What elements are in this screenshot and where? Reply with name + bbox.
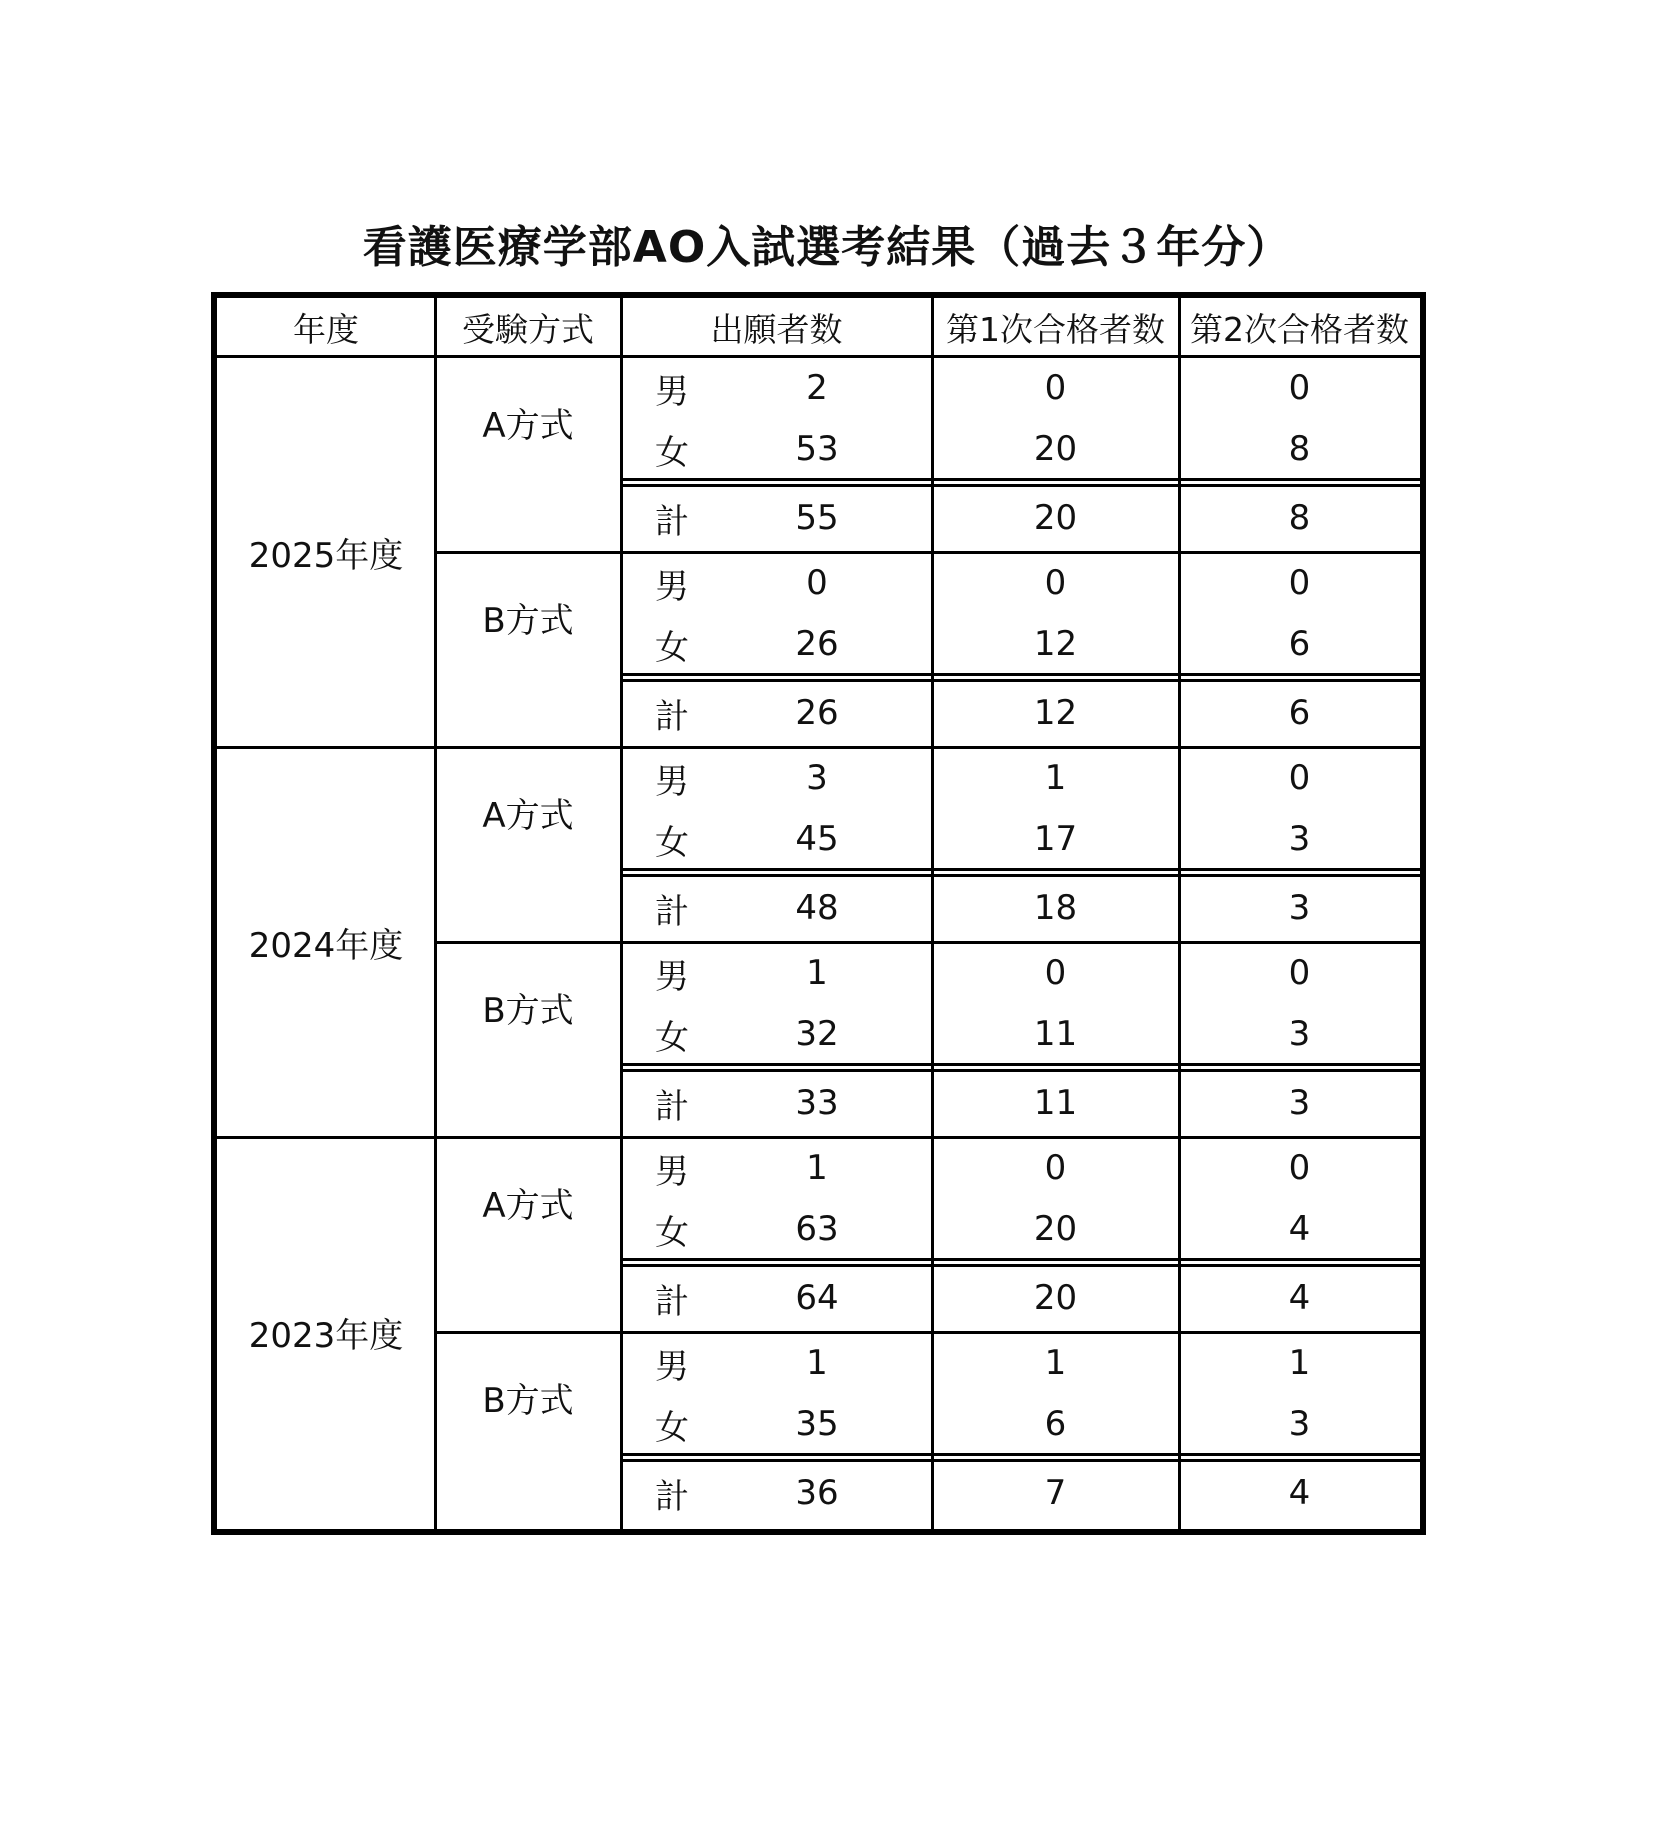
cell-second-pass: 3 [1288, 1083, 1311, 1123]
row-sex-label: 男 [655, 1151, 689, 1192]
cell-first-pass: 0 [1044, 368, 1067, 408]
year-label: 2024年度 [248, 925, 404, 966]
cell-applicants: 55 [795, 498, 839, 538]
cell-applicants: 63 [795, 1209, 839, 1249]
cell-second-pass: 3 [1288, 888, 1311, 928]
method-label: A方式 [482, 405, 574, 446]
cell-applicants: 36 [795, 1473, 839, 1513]
total-divider [621, 478, 1420, 487]
row-sex-label: 男 [655, 956, 689, 997]
cell-second-pass: 4 [1288, 1278, 1311, 1318]
total-divider [621, 868, 1420, 877]
cell-first-pass: 0 [1044, 1148, 1067, 1188]
cell-first-pass: 0 [1044, 563, 1067, 603]
cell-first-pass: 1 [1044, 758, 1067, 798]
header-method: 受験方式 [462, 310, 594, 349]
row-sex-label: 計 [655, 891, 689, 932]
total-divider [621, 1258, 1420, 1267]
row-sex-label: 女 [655, 1212, 689, 1253]
cell-first-pass: 12 [1033, 693, 1078, 733]
cell-applicants: 35 [795, 1404, 839, 1444]
cell-first-pass: 11 [1033, 1083, 1078, 1123]
cell-first-pass: 0 [1044, 953, 1067, 993]
row-sex-label: 計 [655, 1086, 689, 1127]
row-sex-label: 計 [655, 1281, 689, 1322]
method-label: B方式 [482, 990, 574, 1031]
row-sex-label: 女 [655, 432, 689, 473]
cell-first-pass: 17 [1033, 819, 1078, 859]
cell-first-pass: 7 [1044, 1473, 1067, 1513]
row-sex-label: 女 [655, 822, 689, 863]
cell-applicants: 53 [795, 429, 839, 469]
row-sex-label: 計 [655, 696, 689, 737]
cell-first-pass: 20 [1033, 1209, 1078, 1249]
cell-second-pass: 6 [1288, 624, 1311, 664]
cell-applicants: 26 [795, 624, 839, 664]
row-sex-label: 男 [655, 371, 689, 412]
cell-second-pass: 3 [1288, 819, 1311, 859]
cell-applicants: 1 [806, 1343, 828, 1383]
page-title: 看護医療学部AO入試選考結果（過去３年分） [362, 222, 1292, 273]
cell-applicants: 1 [806, 1148, 828, 1188]
cell-second-pass: 4 [1288, 1473, 1311, 1513]
method-label: A方式 [482, 795, 574, 836]
method-label: B方式 [482, 600, 574, 641]
cell-applicants: 1 [806, 953, 828, 993]
header-applicants: 出願者数 [710, 310, 843, 349]
cell-second-pass: 1 [1288, 1343, 1311, 1383]
cell-second-pass: 8 [1288, 429, 1311, 469]
row-sex-label: 計 [655, 501, 689, 542]
cell-first-pass: 12 [1033, 624, 1078, 664]
cell-second-pass: 3 [1288, 1014, 1311, 1054]
cell-first-pass: 18 [1033, 888, 1078, 928]
cell-applicants: 3 [806, 758, 828, 798]
cell-second-pass: 0 [1288, 953, 1311, 993]
header-first-pass: 第1次合格者数 [946, 310, 1165, 349]
cell-applicants: 0 [806, 563, 828, 603]
method-label: B方式 [482, 1380, 574, 1421]
year-label: 2023年度 [248, 1315, 404, 1356]
cell-first-pass: 20 [1033, 498, 1078, 538]
cell-second-pass: 4 [1288, 1209, 1311, 1249]
header-year: 年度 [293, 310, 359, 349]
total-divider [621, 1453, 1420, 1462]
cell-second-pass: 3 [1288, 1404, 1311, 1444]
cell-second-pass: 0 [1288, 368, 1311, 408]
cell-applicants: 2 [806, 368, 828, 408]
row-sex-label: 女 [655, 627, 689, 668]
row-sex-label: 男 [655, 1346, 689, 1387]
cell-second-pass: 0 [1288, 1148, 1311, 1188]
results-table [211, 292, 1426, 1535]
cell-second-pass: 0 [1288, 758, 1311, 798]
cell-applicants: 26 [795, 693, 839, 733]
total-divider [621, 673, 1420, 682]
method-label: A方式 [482, 1185, 574, 1226]
cell-first-pass: 1 [1044, 1343, 1067, 1383]
cell-first-pass: 6 [1044, 1404, 1067, 1444]
cell-second-pass: 0 [1288, 563, 1311, 603]
cell-second-pass: 8 [1288, 498, 1311, 538]
year-label: 2025年度 [248, 535, 404, 576]
row-sex-label: 計 [655, 1476, 689, 1517]
total-divider [621, 1063, 1420, 1072]
cell-applicants: 33 [795, 1083, 839, 1123]
cell-applicants: 64 [795, 1278, 839, 1318]
cell-first-pass: 20 [1033, 1278, 1078, 1318]
row-sex-label: 女 [655, 1407, 689, 1448]
cell-first-pass: 20 [1033, 429, 1078, 469]
row-sex-label: 女 [655, 1017, 689, 1058]
cell-applicants: 32 [795, 1014, 839, 1054]
row-sex-label: 男 [655, 761, 689, 802]
cell-applicants: 45 [795, 819, 839, 859]
header-second-pass: 第2次合格者数 [1190, 310, 1409, 349]
cell-second-pass: 6 [1288, 693, 1311, 733]
cell-first-pass: 11 [1033, 1014, 1078, 1054]
row-sex-label: 男 [655, 566, 689, 607]
cell-applicants: 48 [795, 888, 839, 928]
